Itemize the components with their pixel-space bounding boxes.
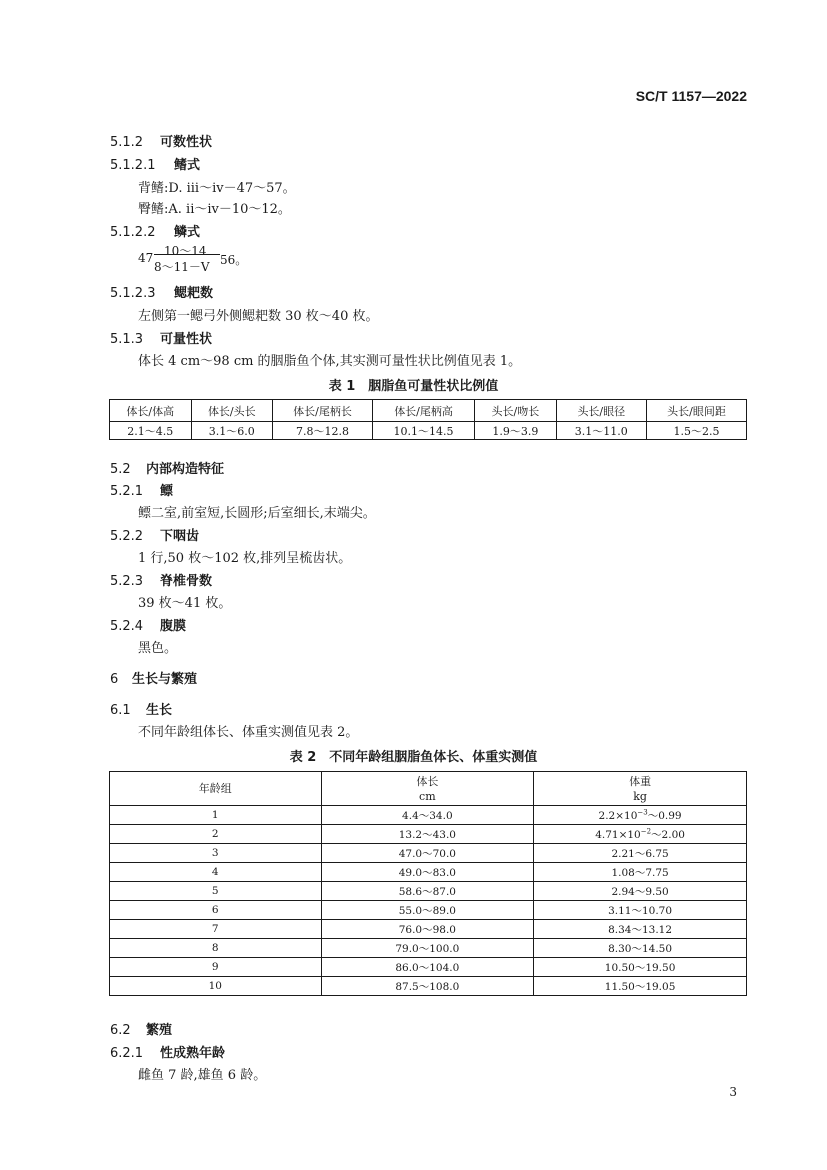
section-title: 脊椎骨数: [160, 574, 213, 589]
table-cell: 3.1～6.0: [191, 422, 273, 440]
section-number: 6: [110, 672, 119, 687]
table-row: [110, 825, 747, 844]
table-header-cell: 体长/尾柄高: [373, 400, 475, 422]
table-row: [110, 901, 747, 920]
weight-exponent: −3: [637, 808, 648, 816]
table-cell: 1: [110, 806, 322, 825]
table-header-cell: 体长/体高: [110, 400, 192, 422]
standard-code: SC/T 1157—2022: [635, 88, 747, 104]
section-5-1-2-1-heading: [110, 154, 200, 173]
weight-label: 体重: [629, 774, 652, 788]
table-cell: 4: [110, 863, 322, 882]
maturity-age-text: 雌鱼 7 龄,雄鱼 6 龄。: [138, 1068, 267, 1083]
section-number: 5.1.3: [110, 332, 144, 347]
table-cell: 79.0～100.0: [321, 939, 534, 958]
table-header-cell: 体长/头长: [191, 400, 273, 422]
table-cell: 8.34～13.12: [534, 920, 747, 939]
section-5-2-2-heading: [110, 525, 199, 544]
growth-text: 不同年龄组体长、体重实测值见表 2。: [138, 725, 359, 740]
section-number: 5.2.3: [110, 574, 144, 589]
table-row: [110, 882, 747, 901]
section-number: 6.1: [110, 703, 131, 718]
table-row: [110, 939, 747, 958]
table-cell: 58.6～87.0: [321, 882, 534, 901]
scale-formula-numerator: 10～14: [164, 244, 207, 258]
table-cell: 13.2～43.0: [321, 825, 534, 844]
section-number: 5.1.2: [110, 135, 144, 150]
table-2-caption: 表 2 不同年龄组胭脂鱼体长、体重实测值: [289, 750, 538, 765]
table-cell: 8: [110, 939, 322, 958]
section-5-2-1-heading: [110, 480, 173, 499]
table-cell: 1.5～2.5: [646, 422, 746, 440]
table-cell: 87.5～108.0: [321, 977, 534, 996]
peritoneum-text: 黑色。: [138, 641, 178, 656]
table-header-cell: 头长/吻长: [475, 400, 557, 422]
table-row: [110, 806, 747, 825]
table-cell: 2.94～9.50: [534, 882, 747, 901]
section-title: 下咽齿: [160, 529, 200, 544]
table-2: [109, 771, 747, 996]
anal-fin-formula: 臀鳍:A. ii～iv－10～12。: [138, 202, 291, 217]
section-number: 6.2.1: [110, 1046, 144, 1061]
table-cell: 2.1～4.5: [110, 422, 192, 440]
section-number: 5.1.2.1: [110, 158, 156, 173]
section-5-1-3-heading: [110, 328, 212, 347]
table-cell: 1.08～7.75: [534, 863, 747, 882]
section-5-1-2-3-heading: [110, 282, 213, 301]
table-cell: 76.0～98.0: [321, 920, 534, 939]
table-cell: 8.30～14.50: [534, 939, 747, 958]
table-cell: 5: [110, 882, 322, 901]
section-number: 5.1.2.2: [110, 225, 156, 240]
table-cell: 55.0～89.0: [321, 901, 534, 920]
table-row: [110, 422, 747, 440]
section-5-2-4-heading: [110, 615, 186, 634]
table-cell: 10.1～14.5: [373, 422, 475, 440]
section-title: 生长: [146, 703, 173, 718]
section-number: 5.1.2.3: [110, 286, 156, 301]
table-cell: 1.9～3.9: [475, 422, 557, 440]
table-cell: 86.0～104.0: [321, 958, 534, 977]
section-5-2-heading: [110, 458, 224, 477]
table-row: [110, 844, 747, 863]
section-title: 可数性状: [160, 135, 213, 150]
table-cell: 3.1～11.0: [556, 422, 646, 440]
scale-formula-suffix: 56。: [220, 253, 248, 267]
dorsal-fin-formula: 背鳍:D. iii～iv－47～57。: [138, 181, 296, 196]
weight-mantissa: 2.2×10: [598, 809, 638, 822]
length-label: 体长: [416, 774, 439, 788]
section-title: 生长与繁殖: [132, 672, 198, 687]
section-6-1-heading: [110, 699, 172, 718]
section-6-2-heading: [110, 1019, 172, 1038]
table-cell: [534, 825, 747, 844]
table-cell: 10: [110, 977, 322, 996]
section-number: 5.2: [110, 462, 131, 477]
page-number: 3: [729, 1085, 737, 1099]
section-title: 鳔: [160, 484, 174, 499]
table-cell: [534, 806, 747, 825]
table-header-cell: 头长/眼径: [556, 400, 646, 422]
table-1: [109, 399, 747, 440]
pharyngeal-teeth-text: 1 行,50 枚～102 枚,排列呈梳齿状。: [138, 551, 352, 566]
table-cell: 9: [110, 958, 322, 977]
weight-exponent: −2: [640, 827, 652, 835]
table-header-cell: 年龄组: [110, 772, 322, 806]
section-5-1-2-2-heading: [110, 221, 200, 240]
section-title: 繁殖: [146, 1023, 173, 1038]
table-cell: 49.0～83.0: [321, 863, 534, 882]
section-number: 5.2.1: [110, 484, 144, 499]
table-header-cell: 头长/眼间距: [646, 400, 746, 422]
length-unit: cm: [419, 789, 436, 803]
table-cell: 7.8～12.8: [273, 422, 373, 440]
table-row: [110, 977, 747, 996]
table-row: [110, 920, 747, 939]
swim-bladder-text: 鳔二室,前室短,长圆形;后室细长,末端尖。: [138, 506, 376, 521]
section-number: 6.2: [110, 1023, 131, 1038]
section-6-heading: [110, 668, 197, 687]
section-title: 腹膜: [160, 619, 187, 634]
section-title: 内部构造特征: [146, 462, 225, 477]
scale-formula-prefix: 47: [138, 251, 154, 265]
section-6-2-1-heading: [110, 1042, 225, 1061]
weight-mantissa: 4.71×10: [595, 828, 641, 841]
section-number: 5.2.4: [110, 619, 144, 634]
section-5-1-2-heading: [110, 131, 212, 150]
table-cell: 4.4～34.0: [321, 806, 534, 825]
measurable-traits-text: 体长 4 cm～98 cm 的胭脂鱼个体,其实测可量性状比例值见表 1。: [138, 354, 522, 369]
section-title: 鳞式: [174, 225, 201, 240]
table-header-row: [110, 400, 747, 422]
table-cell: 2.21～6.75: [534, 844, 747, 863]
table-cell: 3.11～10.70: [534, 901, 747, 920]
table-cell: 10.50～19.50: [534, 958, 747, 977]
scale-formula-denominator: 8～11－V: [154, 260, 210, 274]
section-title: 可量性状: [160, 332, 213, 347]
table-row: [110, 958, 747, 977]
section-title: 鳃耙数: [174, 286, 214, 301]
weight-upper: ～0.99: [647, 809, 682, 822]
table-header-cell: 体长/尾柄长: [273, 400, 373, 422]
weight-unit: kg: [633, 789, 647, 803]
vertebrae-text: 39 枚～41 枚。: [138, 596, 232, 611]
table-row: [110, 863, 747, 882]
table-cell: 11.50～19.05: [534, 977, 747, 996]
table-1-caption: 表 1 胭脂鱼可量性状比例值: [328, 379, 499, 394]
table-header-cell: [321, 772, 534, 806]
table-header-cell: [534, 772, 747, 806]
table-cell: 47.0～70.0: [321, 844, 534, 863]
section-title: 性成熟年龄: [160, 1046, 226, 1061]
section-number: 5.2.2: [110, 529, 144, 544]
table-cell: 6: [110, 901, 322, 920]
table-header-row: [110, 772, 747, 806]
section-5-2-3-heading: [110, 570, 212, 589]
gill-raker-text: 左侧第一鳃弓外侧鳃耙数 30 枚～40 枚。: [138, 309, 379, 324]
table-cell: 7: [110, 920, 322, 939]
table-cell: 3: [110, 844, 322, 863]
weight-upper: ～2.00: [651, 828, 685, 841]
section-title: 鳍式: [174, 158, 201, 173]
table-cell: 2: [110, 825, 322, 844]
